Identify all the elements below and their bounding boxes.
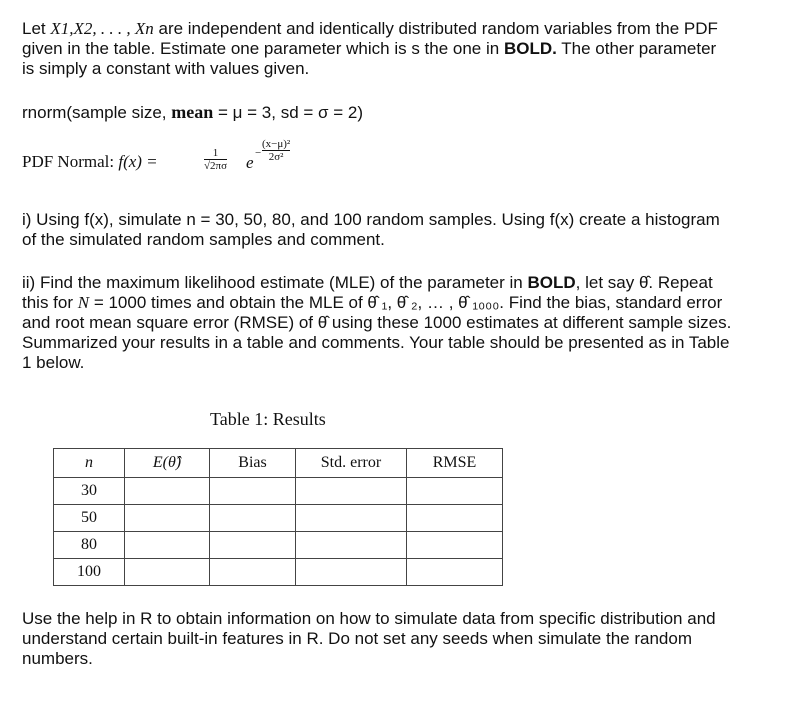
cell-empty: [296, 505, 407, 532]
pdf-exponent: $\frac{\text{(x−μ)²}}{\text{2σ²}}$: [262, 138, 291, 163]
intro-paragraph: [22, 19, 774, 79]
intro-line-1: Let X1,X2, . . . , Xn are independent and identically distributed random variables from the PDF: [22, 19, 718, 38]
header-n: n: [54, 449, 125, 478]
table-row: [54, 478, 503, 505]
cell-empty: [407, 532, 503, 559]
cell-empty: [296, 559, 407, 586]
cell-empty: [125, 505, 210, 532]
header-bias: Bias: [210, 449, 296, 478]
intro-line-3: is simply a constant with values given.: [22, 59, 310, 78]
cell-empty: [407, 559, 503, 586]
row-n: 50: [54, 505, 125, 532]
table-header-row: [54, 449, 503, 478]
cell-empty: [296, 478, 407, 505]
row-n: 80: [54, 532, 125, 559]
cell-empty: [125, 532, 210, 559]
row-n: 30: [54, 478, 125, 505]
table-row: [54, 559, 503, 586]
pdf-label: PDF Normal: f(x) =: [22, 152, 158, 171]
cell-empty: [210, 559, 296, 586]
footer-paragraph: Use the help in R to obtain information on how to simulate data from specific distribution and understand certain built-in features in R. Do not set any seeds when simulate the random numbers.: [22, 609, 716, 668]
header-std-error: Std. error: [296, 449, 407, 478]
pdf-fraction: $\frac{1}{√2\pi\sigma}$: [204, 147, 228, 172]
cell-empty: [407, 478, 503, 505]
part-2-paragraph: ii) Find the maximum likelihood estimate (MLE) of the parameter in BOLD, let say θ̂. Repeat this for N = 1000 times and obtain the MLE of θ̂ ₁, θ̂ ₂, … , θ̂ ₁₀₀₀. Find the bias, standard error and root mean square error (RMSE) of θ̂ using these 1000 estimates at different sample sizes. Summarized your results in a table and comments. Your table should be presented as in Table 1 below.: [22, 273, 732, 372]
table-caption: Table 1: Results: [210, 409, 326, 429]
cell-empty: [296, 532, 407, 559]
table-row: [54, 532, 503, 559]
cell-empty: [407, 505, 503, 532]
row-n: 100: [54, 559, 125, 586]
part-1-paragraph: i) Using f(x), simulate n = 30, 50, 80, and 100 random samples. Using f(x) create a histogram of the simulated random samples and comment.: [22, 210, 720, 249]
bold-keyword: BOLD.: [503, 39, 557, 58]
cell-empty: [210, 478, 296, 505]
intro-line-2: given in the table. Estimate one parameter which is s the one in BOLD. The other parameter: [22, 39, 717, 58]
header-expected: E(θ̂): [125, 449, 210, 478]
cell-empty: [125, 478, 210, 505]
pdf-formula: PDF Normal: f(x) = $\frac{1}{√2\pi\sigma}$ e − $\frac{\text{(x−μ)²}}{\text{2σ²}}$: [22, 138, 291, 172]
rnorm-line: rnorm(sample size, mean = μ = 3, sd = σ = 2): [22, 102, 364, 122]
cell-empty: [210, 532, 296, 559]
results-table: [53, 448, 503, 586]
header-rmse: RMSE: [407, 449, 503, 478]
cell-empty: [125, 559, 210, 586]
table-row: [54, 505, 503, 532]
cell-empty: [210, 505, 296, 532]
